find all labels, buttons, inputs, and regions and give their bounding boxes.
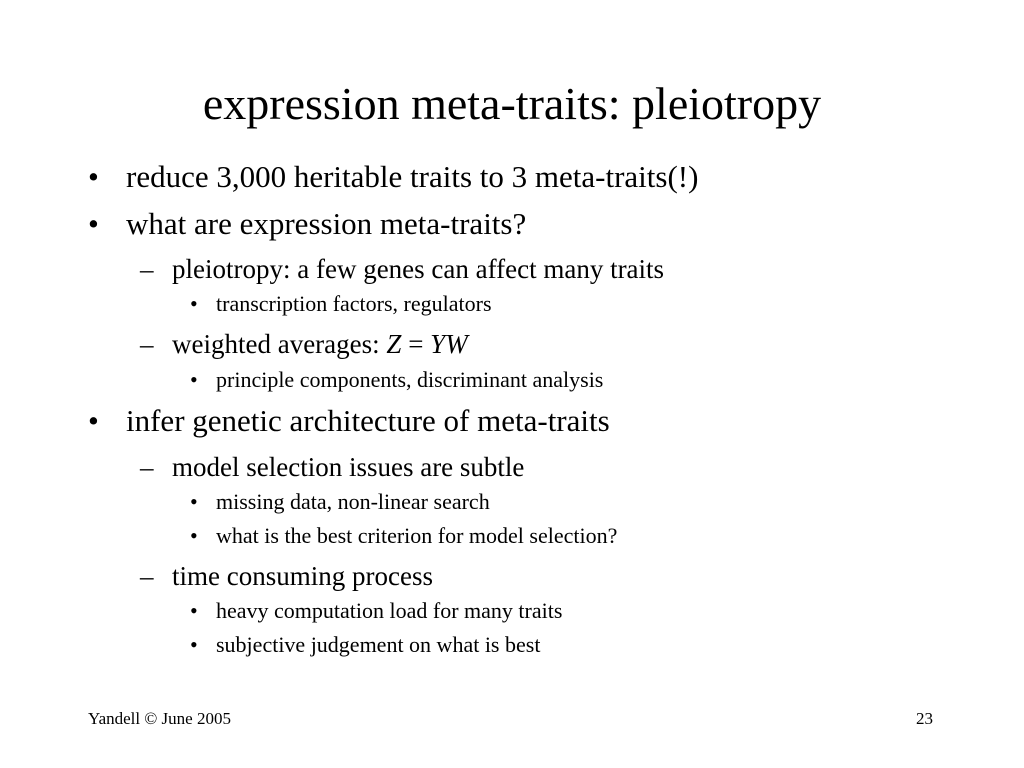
bullet-marker: • — [190, 523, 198, 548]
formula-rhs: YW — [430, 329, 468, 359]
bullet-marker: • — [190, 291, 198, 316]
sub-sub-bullet-text: principle components, discriminant analysis — [216, 367, 604, 392]
sub-bullet-text: time consuming process — [172, 561, 433, 591]
bullet-marker: • — [190, 598, 198, 623]
dash-marker: – — [140, 329, 154, 359]
bullet-marker: • — [190, 489, 198, 514]
bullet-marker: • — [88, 159, 99, 194]
sub-sub-bullet-text: missing data, non-linear search — [216, 489, 490, 514]
slide-title: expression meta-traits: pleiotropy — [202, 78, 822, 129]
bullet-marker: • — [190, 632, 198, 657]
footer-author: Yandell © June 2005 — [88, 709, 231, 728]
dash-marker: – — [140, 452, 154, 482]
dash-marker: – — [140, 561, 154, 591]
bullet-marker: • — [88, 403, 99, 438]
sub-bullet-text — [172, 327, 468, 361]
sub-sub-bullet-text: subjective judgement on what is best — [216, 632, 541, 657]
formula-lhs: Z — [386, 329, 402, 359]
bullet-text: what are expression meta-traits? — [126, 206, 527, 241]
formula-prefix: weighted averages: — [172, 329, 387, 359]
sub-bullet-text: model selection issues are subtle — [172, 452, 525, 482]
formula-equals: = — [401, 329, 431, 359]
dash-marker: – — [140, 254, 154, 284]
sub-sub-bullet-text: what is the best criterion for model selection? — [216, 523, 618, 548]
bullet-text: reduce 3,000 heritable traits to 3 meta-traits(!) — [126, 159, 699, 194]
bullet-text: infer genetic architecture of meta-traits — [126, 403, 610, 438]
sub-sub-bullet-text: transcription factors, regulators — [216, 291, 492, 316]
bullet-marker: • — [88, 206, 99, 241]
sub-sub-bullet-text: heavy computation load for many traits — [216, 598, 563, 623]
page-number: 23 — [916, 709, 933, 728]
bullet-marker: • — [190, 367, 198, 392]
sub-bullet-text: pleiotropy: a few genes can affect many traits — [172, 254, 665, 284]
